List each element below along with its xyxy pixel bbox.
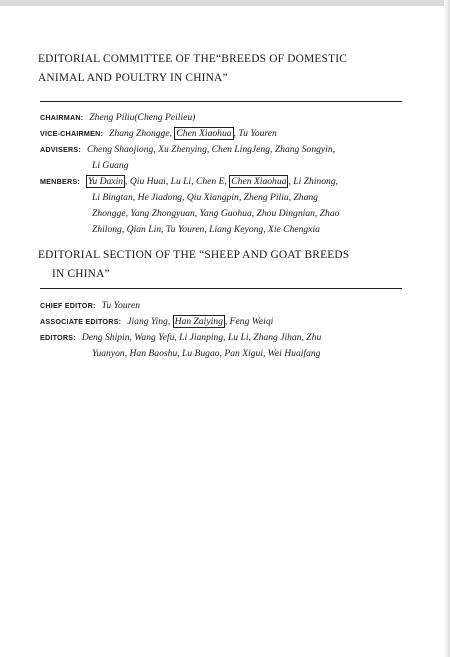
associate-editors-names-b: , Feng Weiqi bbox=[224, 316, 274, 327]
associate-editors-label: ASSOCIATE EDITORS: bbox=[40, 317, 122, 326]
advisers-names-line-2: Li Guang bbox=[92, 160, 129, 171]
associate-editors-boxed-name: Han Zaiying bbox=[174, 316, 223, 327]
scan-right-edge bbox=[444, 0, 450, 657]
vice-chairmen-label: VICE-CHAIRMEN: bbox=[40, 129, 104, 138]
committee-members-section bbox=[40, 110, 412, 238]
chairman-label: CHAIRMAN: bbox=[40, 113, 84, 122]
editors-label: EDITORS: bbox=[40, 333, 76, 342]
committee-divider bbox=[40, 101, 402, 102]
vice-chairmen-boxed-name: Chen Xiaohua bbox=[176, 128, 232, 139]
committee-heading-line-2: ANIMAL AND POULTRY IN CHINA” bbox=[38, 72, 228, 84]
associate-editors-entry bbox=[40, 314, 412, 330]
editors-names-line-1: Deng Shipin, Wang Yefu, Li Jianping, Lu Li, Zhang Jihan, Zhu bbox=[81, 332, 322, 343]
members-names-line-2: Li Bingtan, He Jiadong, Qiu Xiangpin, Zheng Piliu, Zhang bbox=[92, 192, 318, 203]
associate-editors-names-a: Jiang Ying, bbox=[127, 316, 171, 327]
advisers-entry bbox=[40, 142, 412, 174]
members-boxed-name-1: Yu Daxin bbox=[87, 176, 124, 187]
chief-editor-names: Tu Youren bbox=[101, 300, 141, 311]
editorial-section-heading-line-2: IN CHINA” bbox=[52, 268, 110, 280]
members-boxed-name-2: Chen Xiaohua bbox=[231, 176, 287, 187]
scan-top-edge bbox=[0, 0, 450, 6]
members-names-line-3: Zhongge, Yang Zhongyuan, Yang Guohua, Zhou Dingnian, Zhao bbox=[92, 208, 340, 219]
chairman-names: Zheng Piliu(Cheng Peilieu) bbox=[89, 112, 196, 123]
committee-heading-line-1: EDITORIAL COMMITTEE OF THE“BREEDS OF DOMESTIC bbox=[38, 53, 348, 65]
chairman-entry bbox=[40, 110, 412, 126]
committee-heading bbox=[38, 50, 398, 88]
chief-editor-label: CHIEF EDITOR: bbox=[40, 301, 96, 310]
editors-names-line-2: Yuanyon, Han Baoshu, Lu Bugao, Pan Xigui, Wei Huaifang bbox=[92, 348, 321, 359]
editorial-section-heading-line-1: EDITORIAL SECTION OF THE “SHEEP AND GOAT BREEDS bbox=[38, 249, 350, 261]
members-label: MENBERS: bbox=[40, 177, 80, 186]
editorial-divider bbox=[40, 288, 402, 289]
vice-chairmen-names-a: Zhang Zhongge, bbox=[109, 128, 172, 139]
members-names-b: , Li Zhinong, bbox=[288, 176, 339, 187]
vice-chairmen-entry bbox=[40, 126, 412, 142]
editors-entry bbox=[40, 330, 412, 362]
chief-editor-entry bbox=[40, 298, 412, 314]
advisers-names-line-1: Cheng Shaojiong, Xu Zhenying, Chen LingJeng, Zhang Songyin, bbox=[86, 144, 336, 155]
editorial-section-heading bbox=[38, 246, 398, 284]
editorial-members-section bbox=[40, 298, 412, 362]
advisers-label: ADVISERS: bbox=[40, 145, 81, 154]
members-entry bbox=[40, 174, 412, 238]
members-names-a: , Qiu Huai, Lu Li, Chen E, bbox=[125, 176, 227, 187]
vice-chairmen-names-b: , Tu Youren bbox=[233, 128, 277, 139]
members-names-line-4: Zhilong, Qian Lin, Tu Youren, Liang Keyong, Xie Chengxia bbox=[92, 224, 320, 235]
